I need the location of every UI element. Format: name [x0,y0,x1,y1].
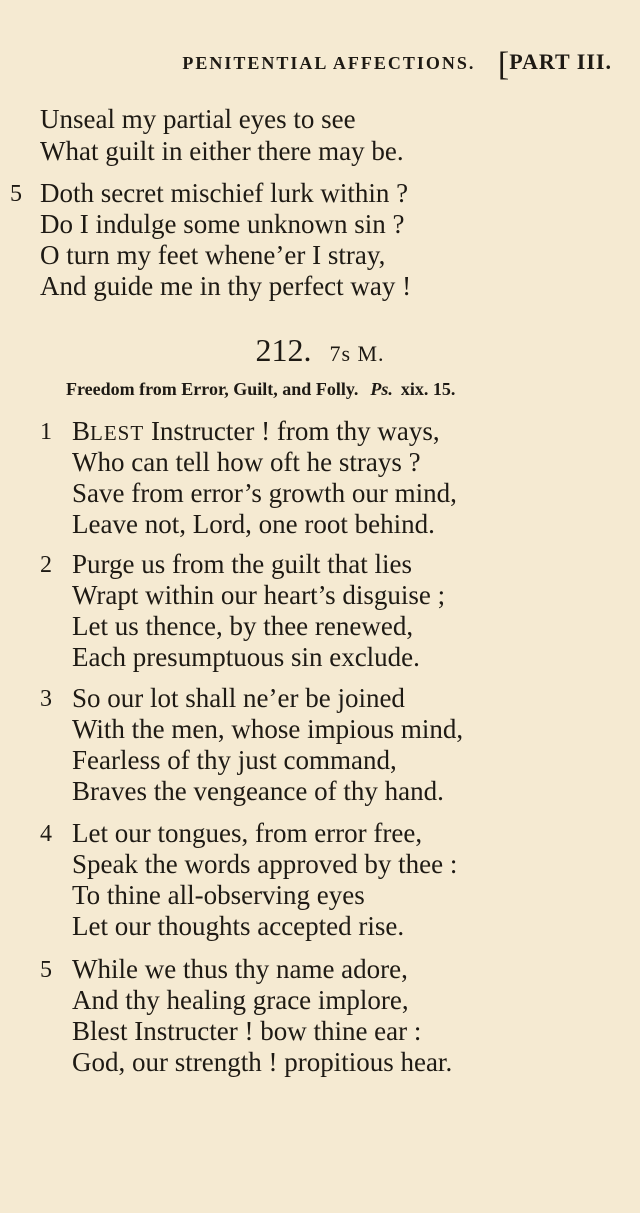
hymn-subtitle [66,380,455,398]
header-bracket: [ [497,46,510,83]
stanza-4-number: 4 [40,821,52,847]
stanza-5-line-2: And thy healing grace implore, [72,985,409,1015]
stanza-1-line-3: Save from error’s growth our mind, [72,478,457,508]
prev-line-2: What guilt in either there may be. [40,136,404,166]
running-header [0,46,612,84]
scripture-book: Ps. [370,379,393,399]
small-caps-rest: LEST [90,421,145,445]
stanza-2-number: 2 [40,552,52,578]
stanza-5-number: 5 [40,957,52,983]
stanza-5-line-3: Blest Instructer ! bow thine ear : [72,1016,422,1046]
stanza-1-line-4: Leave not, Lord, one root behind. [72,509,435,539]
stanza-3-line-1: So our lot shall ne’er be joined [72,683,405,713]
stanza-1-line-2: Who can tell how oft he strays ? [72,447,421,477]
running-title: PENITENTIAL AFFECTIONS. [182,53,476,73]
stanza-2-line-2: Wrapt within our heart’s disguise ; [72,580,446,610]
prev-line-1: Unseal my partial eyes to see [40,104,356,134]
stanza-3-number: 3 [40,686,52,712]
stanza-5-line-1: While we thus thy name adore, [72,954,408,984]
stanza-4-line-2: Speak the words approved by thee : [72,849,458,879]
hymn-number: 212. [255,332,312,368]
stanza-2-line-4: Each presumptuous sin exclude. [72,642,420,672]
stanza-4-line-1: Let our tongues, from error free, [72,818,423,848]
prev-stanza-line-1: Doth secret mischief lurk within ? [40,178,409,208]
prev-stanza-line-4: And guide me in thy perfect way ! [40,271,412,301]
stanza-3-line-2: With the men, whose impious mind, [72,714,464,744]
prev-stanza-line-3: O turn my feet whene’er I stray, [40,240,386,270]
scripture-chapter: xix. 15. [400,379,456,399]
stanza-1-line-1 [72,418,440,445]
part-label: PART III. [509,49,612,74]
hymn-title: Freedom from Error, Guilt, and Folly. [66,379,359,399]
stanza-4-line-4: Let our thoughts accepted rise. [72,911,405,941]
stanza-2-line-1: Purge us from the guilt that lies [72,549,412,579]
hymn-meter: 7s M. [329,341,385,366]
hymn-heading [0,334,640,366]
prev-stanza-line-2: Do I indulge some unknown sin ? [40,209,405,239]
prev-stanza-number: 5 [10,181,22,207]
stanza-3-line-3: Fearless of thy just command, [72,745,397,775]
stanza-2-line-3: Let us thence, by thee renewed, [72,611,414,641]
small-caps-initial: B [72,416,91,446]
stanza-4-line-3: To thine all-observing eyes [72,880,365,910]
first-line-rest: Instructer ! from thy ways, [144,416,440,446]
stanza-5-line-4: God, our strength ! propitious hear. [72,1047,453,1077]
stanza-1-number: 1 [40,419,52,445]
stanza-3-line-4: Braves the vengeance of thy hand. [72,776,444,806]
